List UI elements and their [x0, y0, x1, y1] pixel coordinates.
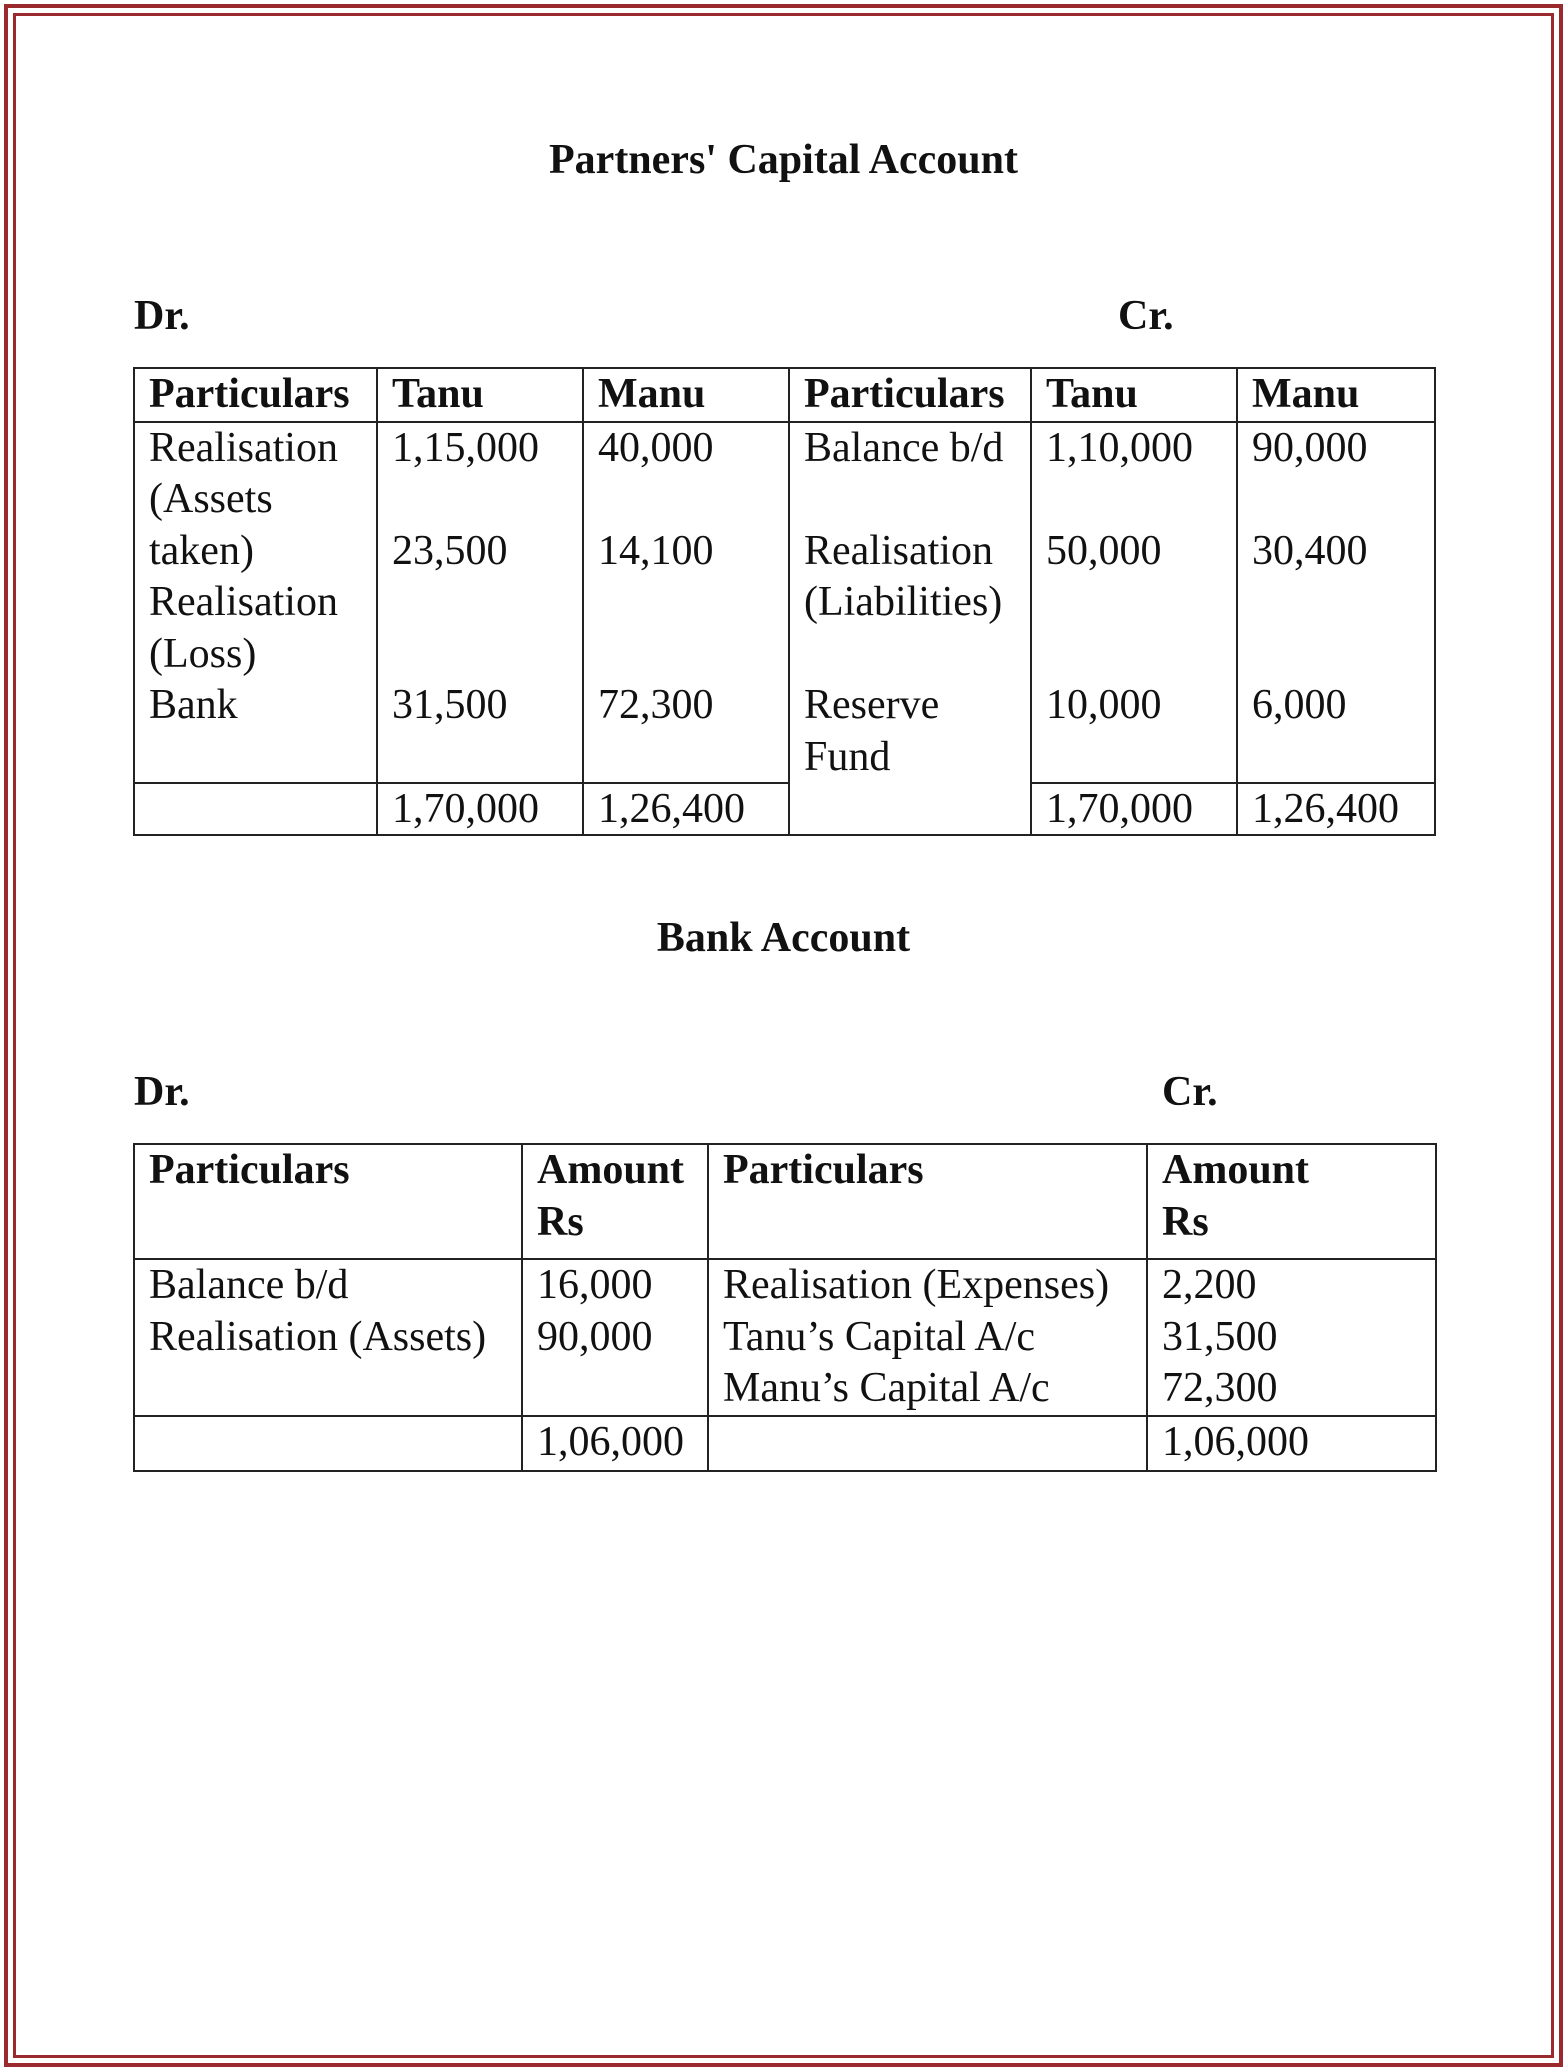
table-header-row [134, 1144, 1436, 1259]
cr-amount-2: 31,500 [1162, 1313, 1278, 1360]
header-cr-manu: Manu [1237, 368, 1435, 422]
cr-particular-3: Manu’s Capital A/c [723, 1365, 1050, 1411]
dr-particulars-cell [134, 1259, 522, 1416]
header-dr-particulars: Particulars [134, 368, 377, 422]
cr-particulars-cell [708, 1259, 1147, 1416]
dr-manu-cell [583, 422, 789, 784]
cr-manu-2: 30,400 [1252, 527, 1368, 574]
table-row [134, 422, 1435, 784]
dr-total-manu: 1,26,400 [583, 783, 789, 835]
cr-total-manu: 1,26,400 [1237, 783, 1435, 835]
page-border-inner [13, 13, 1554, 2058]
bank-cr-label: Cr. [1162, 1069, 1218, 1115]
cr-amount-cell [1147, 1259, 1436, 1416]
cr-tanu-3: 10,000 [1046, 682, 1162, 728]
cr-amount-1: 2,200 [1162, 1262, 1257, 1308]
table-row [134, 1259, 1436, 1416]
dr-amount-2: 90,000 [537, 1313, 653, 1360]
bank-dr-label: Dr. [134, 1069, 190, 1115]
bank-account-title: Bank Account [656, 915, 911, 961]
dr-particulars-cell [134, 422, 377, 784]
cr-total-blank [708, 1416, 1147, 1471]
dr-tanu-1: 1,15,000 [392, 424, 539, 471]
dr-particular-3: Bank [149, 682, 238, 728]
table-header-row [134, 368, 1435, 422]
header-dr-amount: Amount Rs [522, 1144, 708, 1259]
header-dr-manu: Manu [583, 368, 789, 422]
cr-manu-3: 6,000 [1252, 682, 1347, 728]
header-cr-tanu: Tanu [1031, 368, 1237, 422]
cr-tanu-1: 1,10,000 [1046, 424, 1193, 471]
dr-total-amount: 1,06,000 [522, 1416, 708, 1471]
cr-total-tanu: 1,70,000 [1031, 783, 1237, 835]
capital-dr-label: Dr. [134, 293, 190, 339]
cr-particular-3: Reserve Fund [804, 682, 940, 780]
cr-tanu-2: 50,000 [1046, 527, 1162, 574]
capital-cr-label: Cr. [1118, 293, 1174, 339]
bank-account-table [133, 1143, 1437, 1472]
dr-total-tanu: 1,70,000 [377, 783, 583, 835]
cr-tanu-cell [1031, 422, 1237, 784]
cr-particular-1: Realisation (Expenses) [723, 1262, 1110, 1308]
cr-manu-1: 90,000 [1252, 424, 1368, 471]
cr-total-amount: 1,06,000 [1147, 1416, 1436, 1471]
dr-total-blank [134, 783, 377, 835]
dr-amount-cell [522, 1259, 708, 1416]
cr-particulars-cell [789, 422, 1031, 784]
dr-total-blank [134, 1416, 522, 1471]
table-total-row [134, 1416, 1436, 1471]
header-dr-particulars: Particulars [134, 1144, 522, 1259]
dr-manu-2: 14,100 [598, 527, 714, 574]
header-cr-particulars: Particulars [708, 1144, 1147, 1259]
table-total-row [134, 783, 1435, 835]
dr-particular-1: Realisation (Assets taken) [149, 424, 338, 574]
dr-particular-1: Balance b/d [149, 1262, 349, 1308]
header-cr-particulars: Particulars [789, 368, 1031, 422]
dr-particular-2: Realisation (Assets) [149, 1313, 487, 1360]
dr-tanu-cell [377, 422, 583, 784]
cr-amount-3: 72,300 [1162, 1365, 1278, 1411]
capital-account-title: Partners' Capital Account [549, 137, 1018, 183]
dr-particular-2: Realisation (Loss) [149, 579, 338, 677]
cr-particular-2: Realisation (Liabilities) [804, 527, 1003, 625]
capital-account-table [133, 367, 1436, 836]
dr-manu-3: 72,300 [598, 682, 714, 728]
cr-particular-1: Balance b/d [804, 424, 1004, 471]
dr-tanu-2: 23,500 [392, 527, 508, 574]
cr-particular-2: Tanu’s Capital A/c [723, 1313, 1036, 1360]
dr-manu-1: 40,000 [598, 424, 714, 471]
cr-manu-cell [1237, 422, 1435, 784]
cr-total-blank [789, 783, 1031, 835]
dr-amount-1: 16,000 [537, 1262, 653, 1308]
dr-tanu-3: 31,500 [392, 682, 508, 728]
header-cr-amount: Amount Rs [1147, 1144, 1436, 1259]
header-dr-tanu: Tanu [377, 368, 583, 422]
